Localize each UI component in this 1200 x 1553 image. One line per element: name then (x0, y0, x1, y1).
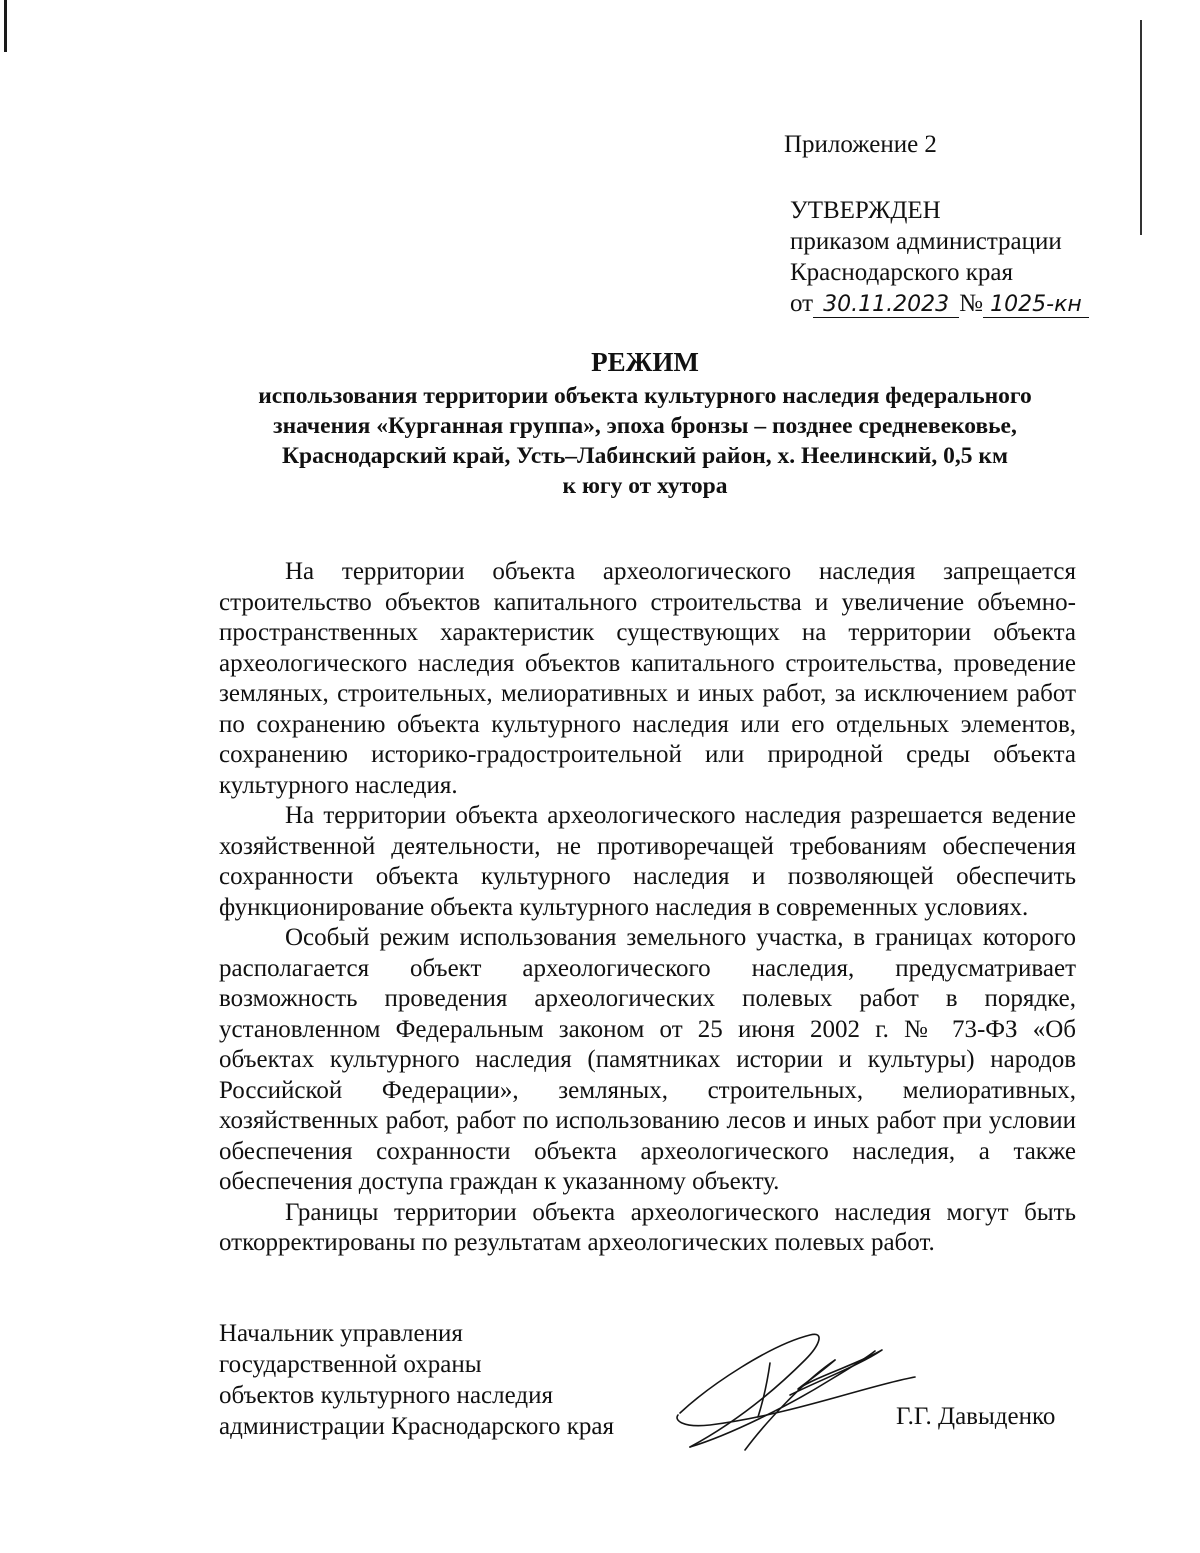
signer-position-line1: Начальник управления (219, 1320, 463, 1347)
signer-name: Г.Г. Давыденко (896, 1403, 1056, 1430)
document-title-block (190, 345, 1100, 501)
signer-position-line4: администрации Краснодарского края (219, 1413, 615, 1440)
appendix-label: Приложение 2 (784, 131, 937, 158)
document-body (219, 557, 1076, 1259)
body-paragraph: Границы территории объекта археологического наследия могут быть откорректированы по результатам археологических полевых работ. (219, 1198, 1076, 1256)
scan-edge-line-left (4, 0, 7, 52)
body-paragraph: Особый режим использования земельного участка, в границах которого располагается объект археологического наследия, предусматривает возможность проведения археологических полевых работ в порядке, установленном Федеральным законом от 25 июня 2002 г. № 73-ФЗ «Об объектах культурного наследия (памятниках истории и культуры) народов Российской Федерации», земляных, строительных, мелиоративных, хозяйственных работ, работ по использованию лесов и иных работ при условии обеспечения сохранности объекта археологического наследия, а также обеспечения доступа граждан к указанному объекту. (219, 924, 1076, 1195)
order-date-number-line (790, 288, 1089, 319)
number-prefix: № (959, 290, 983, 317)
document-title: РЕЖИМ (591, 347, 699, 377)
approved-by-order-line2: Краснодарского края (790, 259, 1013, 286)
signer-position-line3: объектов культурного наследия (219, 1382, 553, 1409)
document-subtitle-line3: Краснодарский край, Усть–Лабинский район, х. Неелинский, 0,5 км (282, 443, 1008, 469)
body-paragraph: На территории объекта археологического наследия разрешается ведение хозяйственной деятельности, не противоречащей требованиям обеспечения сохранности объекта культурного наследия и позволяющей обеспечить функционирование объекта культурного наследия в современных условиях. (219, 802, 1076, 921)
approved-by-order-line1: приказом администрации (790, 228, 1062, 255)
document-subtitle-line4: к югу от хутора (562, 473, 728, 499)
body-paragraph: На территории объекта археологического наследия запрещается строительство объектов капитального строительства и увеличение объемно-пространственных характеристик существующих на территории объекта археологического наследия объектов капитального строительства, проведение земляных, строительных, мелиоративных и иных работ, за исключением работ по сохранению объекта культурного наследия или его отдельных элементов, сохранению историко-градостроительной или природной среды объекта культурного наследия. (219, 558, 1076, 799)
scan-edge-line-right (1140, 20, 1142, 235)
approval-block (790, 195, 1089, 319)
handwritten-order-number: 1025-кн (983, 293, 1089, 318)
signer-position-block (219, 1318, 614, 1442)
date-prefix: от (790, 290, 814, 317)
handwritten-order-date: 30.11.2023 (813, 293, 959, 318)
approved-label: УТВЕРЖДЕН (790, 197, 941, 224)
document-subtitle-line2: значения «Курганная группа», эпоха бронзы – позднее средневековье, (273, 413, 1017, 439)
signer-position-line2: государственной охраны (219, 1351, 482, 1378)
document-subtitle-line1: использования территории объекта культурного наследия федерального (258, 383, 1032, 409)
handwritten-signature (670, 1325, 920, 1460)
